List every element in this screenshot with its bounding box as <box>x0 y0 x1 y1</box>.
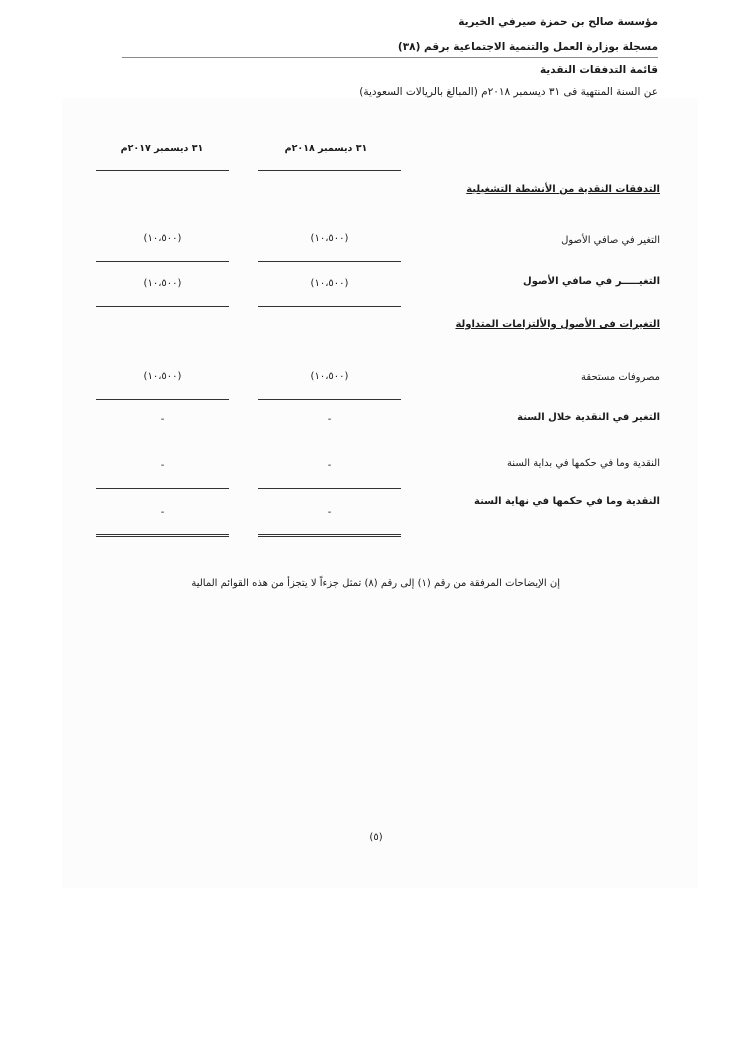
ending-rule-upper-2017 <box>96 534 229 535</box>
row-cash-beginning-2018: - <box>327 460 332 471</box>
row-cash-change-2017: - <box>160 414 165 425</box>
row-change-net-assets-label: التغير في صافي الأصول <box>561 235 660 246</box>
row-cash-change-label: التغير في النقدية خلال السنة <box>517 412 660 423</box>
subtotal-rule-2018 <box>258 261 401 262</box>
row-cash-beginning-label: النقدية وما في حكمها في بداية السنة <box>506 458 660 469</box>
subtotal-rule-2017 <box>96 261 229 262</box>
statement-title: قائمة التدفقات النقدية <box>539 64 658 76</box>
column-header-2018: ٣١ ديسمبر ٢٠١٨م <box>284 143 368 154</box>
ending-rule-lower-2017 <box>96 536 229 537</box>
row-cash-change-2018: - <box>327 414 332 425</box>
accrued-rule-2017 <box>96 399 229 400</box>
row-accrued-expenses-2018: (١٠،٥٠٠) <box>310 371 349 382</box>
beginning-rule-2018 <box>258 488 401 489</box>
row-cash-beginning-2017: - <box>160 460 165 471</box>
ending-rule-lower-2018 <box>258 536 401 537</box>
row-cash-ending-2017: - <box>160 507 165 518</box>
row-change-net-assets-2018: (١٠،٥٠٠) <box>310 233 349 244</box>
row-cash-ending-2018: - <box>327 507 332 518</box>
accrued-rule-2018 <box>258 399 401 400</box>
page-background <box>62 98 698 888</box>
ending-rule-upper-2018 <box>258 534 401 535</box>
row-accrued-expenses-label: مصروفات مستحقة <box>581 372 660 383</box>
footnote: إن الإيضاحات المرفقة من رقم (١) إلى رقم (٨) تمثل جزءاً لا يتجزأ من هذه القوائم المالية <box>191 578 560 589</box>
total-rule-2018 <box>258 306 401 307</box>
organization-name: مؤسسة صالح بن حمزة صيرفي الخيرية <box>458 16 658 28</box>
row-net-change-label: التغيـــــر في صافي الأصول <box>523 276 660 287</box>
row-net-change-2017: (١٠،٥٠٠) <box>143 278 182 289</box>
row-change-net-assets-2017: (١٠،٥٠٠) <box>143 233 182 244</box>
header-divider <box>122 57 658 58</box>
page-number: (٥) <box>369 832 383 843</box>
column-header-2017: ٣١ ديسمبر ٢٠١٧م <box>120 143 204 154</box>
column-header-rule-2018 <box>258 170 401 171</box>
section-operating-activities: التدفقات النقدية من الأنشطة التشغيلية <box>466 184 660 195</box>
column-header-rule-2017 <box>96 170 229 171</box>
beginning-rule-2017 <box>96 488 229 489</box>
row-cash-ending-label: النقدية وما في حكمها في نهاية السنة <box>474 496 660 507</box>
statement-subtitle: عن السنة المنتهية فى ٣١ ديسمبر ٢٠١٨م (المبالغ بالريالات السعودية) <box>359 86 658 98</box>
row-net-change-2018: (١٠،٥٠٠) <box>310 278 349 289</box>
section-current-items: التغيرات فى الأصول والألتزامات المتداولة <box>455 319 660 330</box>
total-rule-2017 <box>96 306 229 307</box>
row-accrued-expenses-2017: (١٠،٥٠٠) <box>143 371 182 382</box>
registration-line: مسجلة بوزارة العمل والتنمية الاجتماعية برقم (٣٨) <box>397 41 658 53</box>
